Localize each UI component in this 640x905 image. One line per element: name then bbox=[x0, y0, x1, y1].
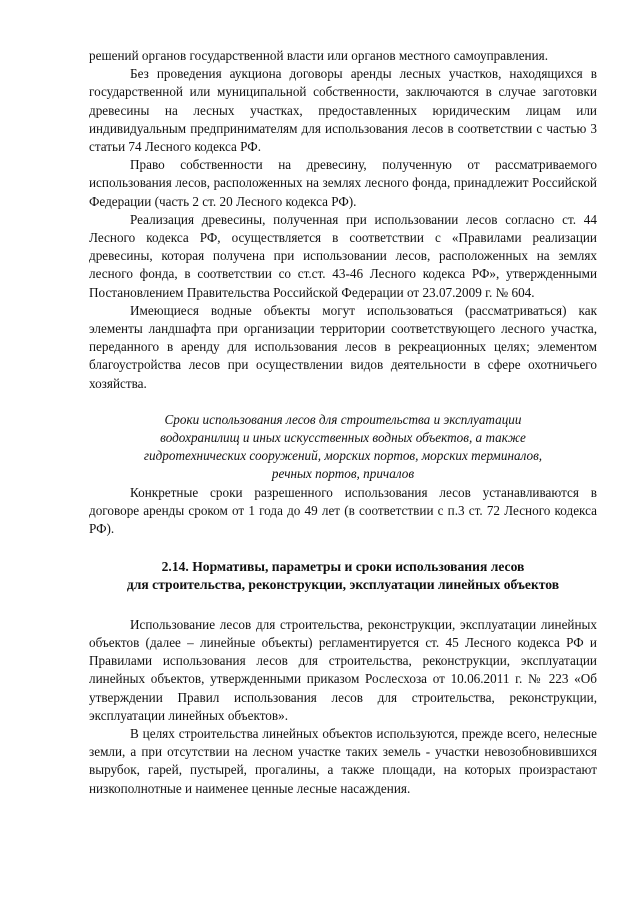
paragraph-lease-terms: Конкретные сроки разрешенного использования лесов устанавливаются в договоре аренды сроком от 1 года до 49 лет (в соответствии с п.3 ст. 72 Лесного кодекса РФ). bbox=[89, 484, 597, 537]
paragraph-linear-objects-regulation: Использование лесов для строительства, реконструкции, эксплуатации линейных объектов (далее – линейные объекты) регламентируется ст. 45 Лесного кодекса РФ и Правилами использования лесов для строительства, реконструкции, эксплуатации линейных объектов, утвержденными приказом Рослесхоза от 10.06.2011 г. № 223 «Об утверждении Правил использования лесов для строительства, реконструкции, эксплуатации линейных объектов». bbox=[89, 616, 597, 723]
section-heading-line: 2.14. Нормативы, параметры и сроки использования лесов bbox=[161, 559, 525, 575]
document-page bbox=[89, 47, 597, 798]
italic-subheading-line: Сроки использования лесов для строительства и эксплуатации bbox=[164, 411, 522, 427]
italic-subheading-line: речных портов, причалов bbox=[271, 466, 415, 482]
paragraph-wood-ownership: Право собственности на древесину, полученную от рассматриваемого использования лесов, расположенных на землях лесного фонда, принадлежит Российской Федерации (часть 2 ст. 20 Лесного кодекса РФ). bbox=[89, 157, 597, 209]
section-heading bbox=[89, 558, 597, 594]
paragraph-water-objects: Имеющиеся водные объекты могут использоваться (рассматриваться) как элементы ландшафта при организации территории соответствующего лесного участка, переданного в аренду для использования лесов в рекреационных целях; элементом благоустройства лесов при осуществлении видов деятельности в сфере охотничьего хозяйства. bbox=[89, 302, 597, 391]
paragraph-wood-sale: Реализация древесины, полученная при использовании лесов согласно ст. 44 Лесного кодекса РФ, осуществляется в соответствии с «Правилами реализации древесины, которая получена при использовании лесов, расположенных на землях лесного фонда, в соответствии со ст.ст. 43-46 Лесного кодекса РФ», утвержденными Постановлением Правительства Российской Федерации от 23.07.2009 г. № 604. bbox=[89, 211, 597, 300]
paragraph-continuation: решений органов государственной власти или органов местного самоуправления. bbox=[89, 48, 549, 63]
italic-subheading-line: водохранилищ и иных искусственных водных объектов, а также bbox=[160, 430, 526, 446]
italic-subheading bbox=[89, 411, 597, 484]
paragraph-linear-objects-lands: В целях строительства линейных объектов используются, прежде всего, нелесные земли, а при отсутствии на лесном участке таких земель - участки невозобновившихся вырубок, гарей, пустырей, прогалины, а также площади, на которых произрастают низкополнотные и наименее ценные лесные насаждения. bbox=[89, 725, 597, 796]
paragraph-auction-exemption: Без проведения аукциона договоры аренды лесных участков, находящихся в государственной или муниципальной собственности, заключаются в случае заготовки древесины на лесных участках, предоставленных юридическим лицам или индивидуальным предпринимателям для использования лесов в соответствии с частью 3 статьи 74 Лесного кодекса РФ. bbox=[89, 66, 597, 155]
section-heading-line: для строительства, реконструкции, эксплуатации линейных объектов bbox=[126, 577, 560, 593]
italic-subheading-line: гидротехнических сооружений, морских портов, морских терминалов, bbox=[143, 448, 543, 464]
